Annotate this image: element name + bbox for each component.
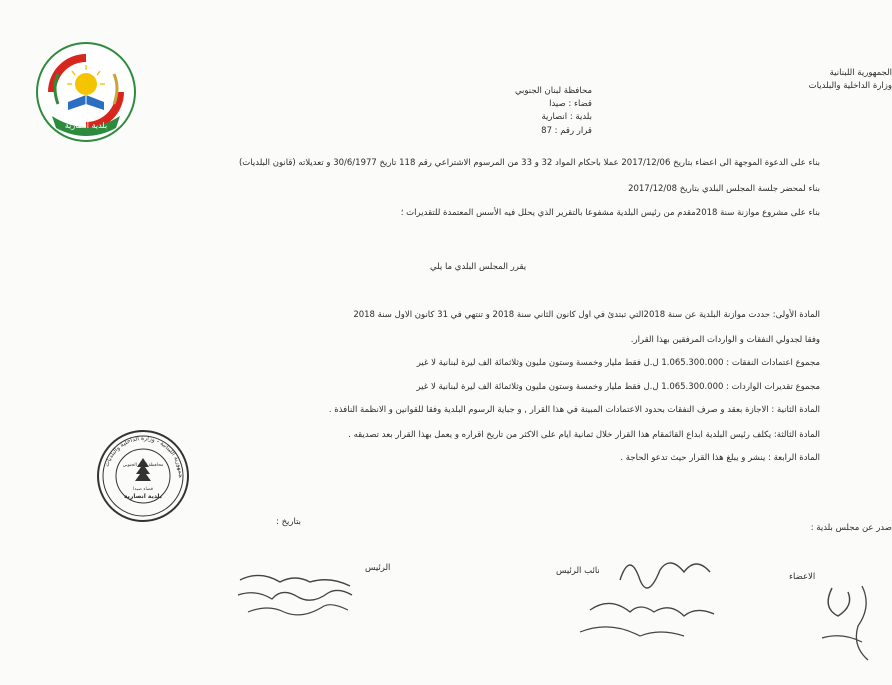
decision-number: قرار رقم : 87 [541, 125, 592, 136]
members-signature [812, 578, 890, 678]
logo-text: بلدية انصارية [64, 121, 108, 130]
stamp-inner-mid: قضاء صيدا [133, 487, 153, 492]
preamble-line: بناء لمحضر جلسة المجلس البلدي بتاريخ 2017/12/08 [628, 184, 820, 194]
article-line: مجموع اعتمادات النفقات : 1.065.300.000 ل.ل فقط مليار وخمسة وستون مليون وثلاثمائة الف ليرة لبنانية لا غير [416, 358, 820, 368]
state-header [772, 67, 892, 93]
preamble-line: بناء على الدعوة الموجهة الى اعضاء بتاريخ 2017/12/06 عملا باحكام المواد 32 و 33 من المرسوم الاشتراعي رقم 118 تاريخ 30/6/1977 و تعديلاته (قانون البلديات) [238, 158, 820, 168]
stamp-outer-text: جمهورية اللبنانية - وزارة الداخلية والبلديات [103, 434, 185, 478]
issued-by: صدر عن مجلس بلدية : [810, 523, 892, 533]
article-line: المادة الثالثة: يكلف رئيس البلدية ابداع القائمقام هذا القرار خلال ثمانية ايام على الاكثر من تاريخ اقراره و يعمل بهذا القرار بعد تصديقه . [348, 430, 820, 440]
preamble-line: بناء على مشروع موازنة سنة 2018مقدم من رئيس البلدية مشفوعا بالتقرير الذي يحلل فيه الأسس المعتمدة للتقديرات ؛ [400, 208, 820, 218]
official-stamp [95, 428, 191, 524]
district: قضاء : صيدا [549, 99, 592, 110]
republic-title: الجمهورية اللبنانية [829, 68, 892, 78]
stamp-inner-top: محافظة لبنان الجنوبي [122, 463, 164, 468]
article-line: وفقا لجدولي النفقات و الواردات المرفقين بهذا القرار. [630, 335, 820, 345]
article-line: مجموع تقديرات الواردات : 1.065.300.000 ل.ل فقط مليار وخمسة وستون مليون وثلاثمائة الف ليرة لبنانية لا غير [416, 382, 820, 392]
president-signature [230, 560, 360, 630]
governorate: محافظة لبنان الجنوبي [514, 86, 592, 96]
members-label: الاعضاء [789, 572, 816, 582]
municipality: بلدية : انصارية [541, 112, 592, 123]
stamp-inner-bottom: بلدية انصارية [124, 493, 162, 500]
vice-president-label: نائب الرئيس [556, 566, 600, 576]
decides-heading: يقرر المجلس البلدي ما يلي [430, 262, 527, 272]
municipality-logo [34, 40, 138, 144]
article-line: المادة الأولى: حددت موازنة البلدية عن سنة 2018التي تبتدئ في اول كانون الثاني سنة 2018 و تنتهي في 31 كانون الاول سنة 2018 [353, 310, 820, 320]
date-label: بتاريخ : [276, 517, 302, 527]
article-line: المادة الثانية : الاجازة بعقد و صرف النفقات بحدود الاعتمادات المبينة في هذا القرار , و جباية الرسوم البلدية وفقا للقوانين و الانظمة النافذة . [328, 405, 820, 415]
ministry-title: وزارة الداخلية والبلديات [808, 81, 892, 92]
article-line: المادة الرابعة : ينشر و يبلغ هذا القرار حيث تدعو الحاجة . [620, 453, 820, 463]
gov-header [392, 85, 592, 138]
president-label: الرئيس [365, 563, 391, 573]
vice-president-signature [560, 540, 730, 650]
